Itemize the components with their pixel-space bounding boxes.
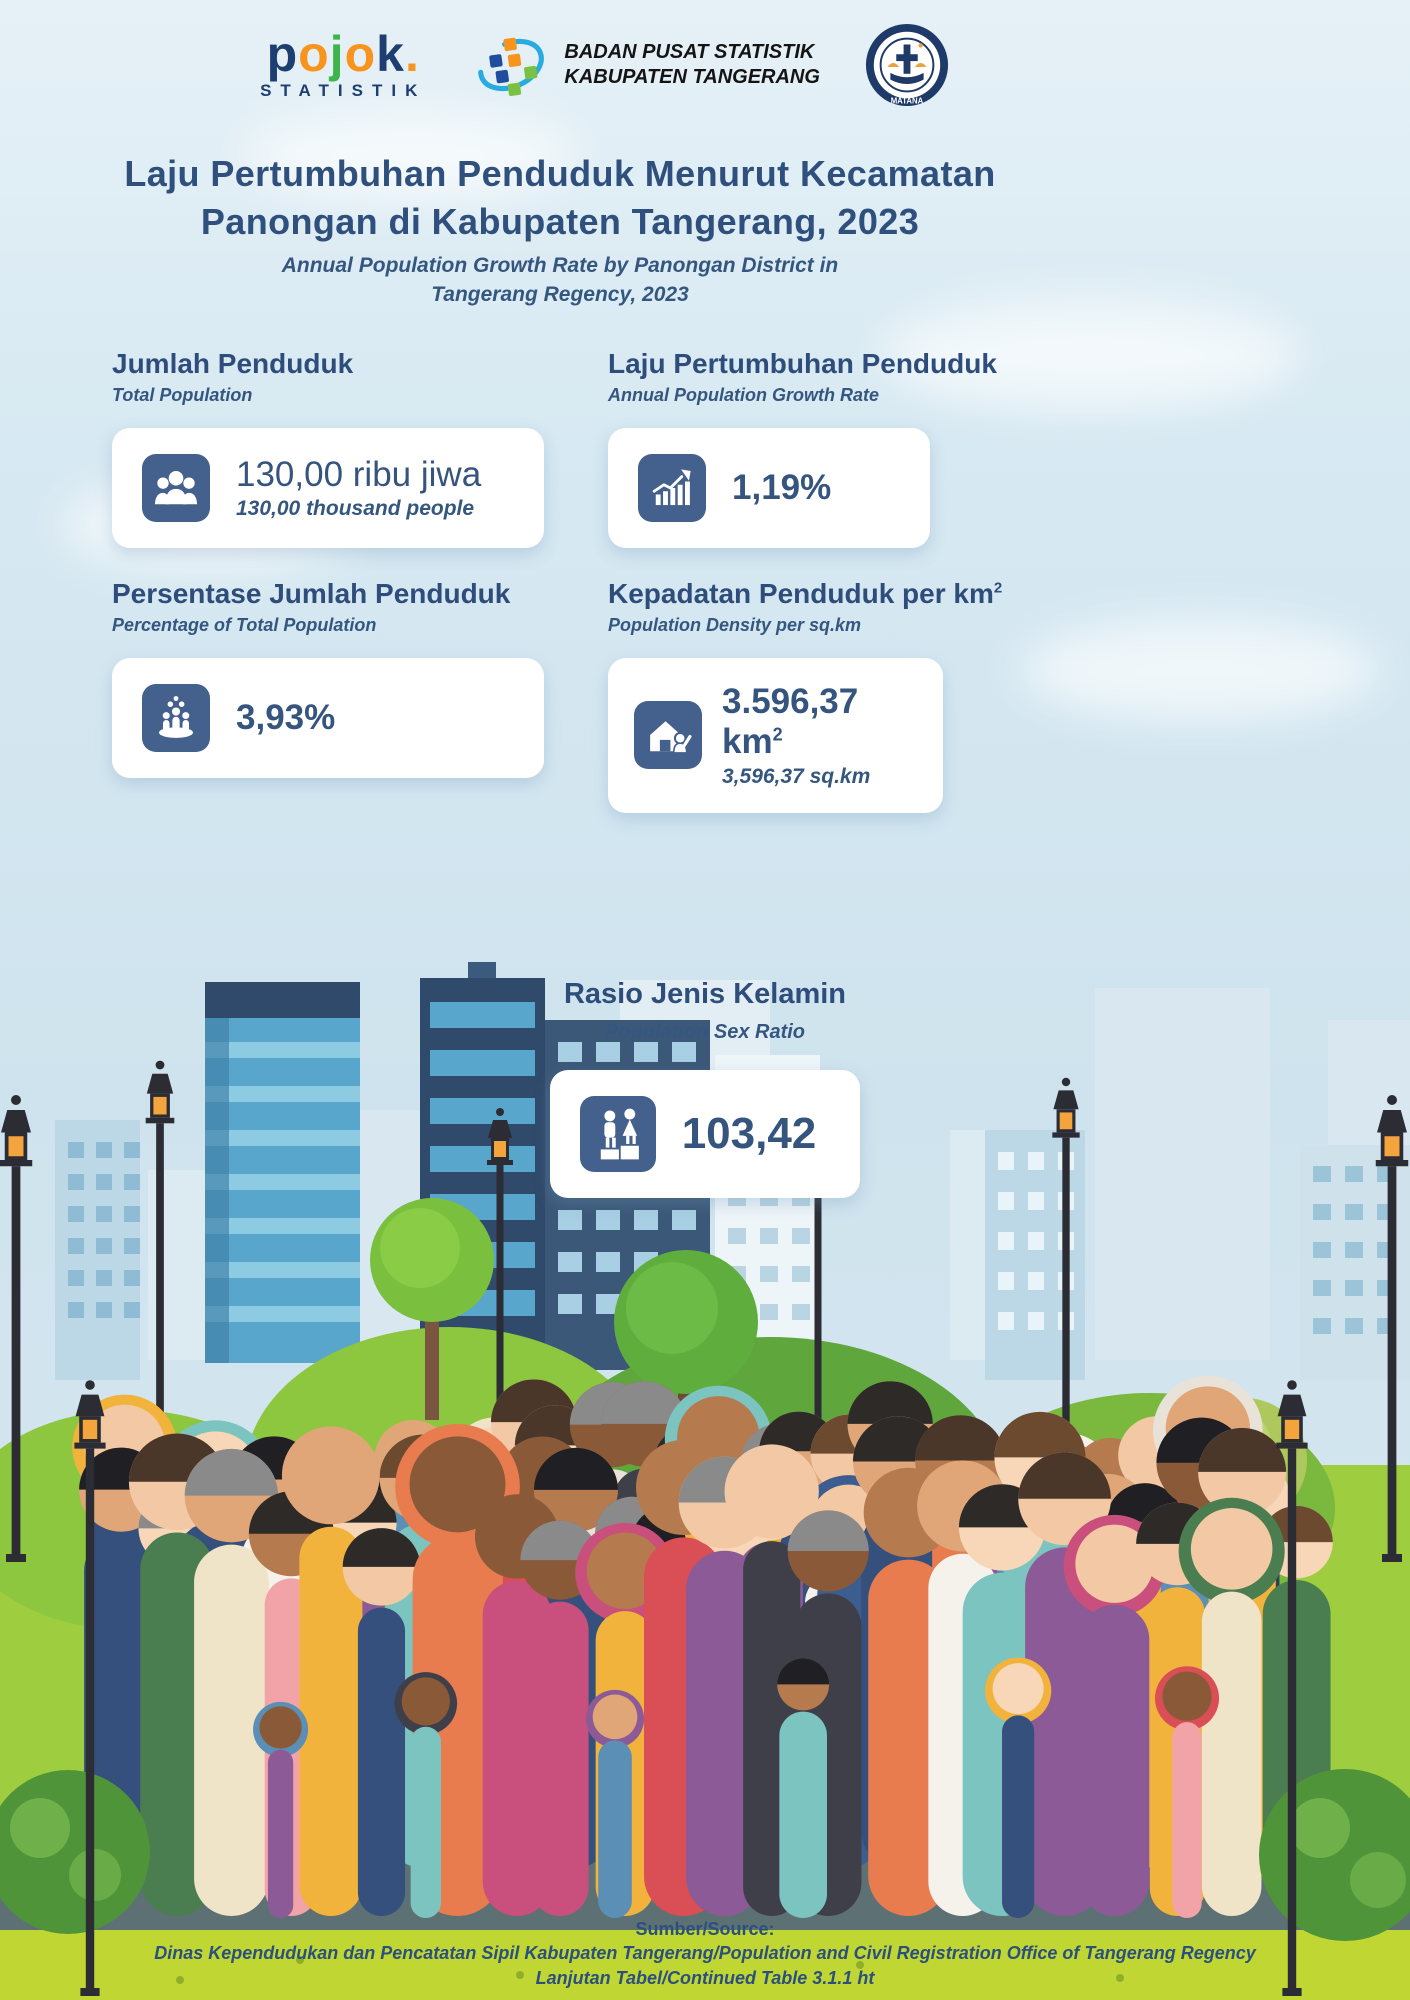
stat-percentage	[112, 578, 552, 778]
stat-subheading: Population Density per sq.km	[608, 615, 862, 635]
people-group-icon	[142, 454, 210, 522]
matana-label: MATANA	[890, 96, 924, 106]
stat-total-population	[112, 348, 552, 548]
pojok-statistik-logo	[260, 26, 427, 101]
population-share-icon	[142, 684, 210, 752]
stat-density	[608, 578, 1068, 813]
stat-value: 3,93%	[236, 697, 336, 737]
stat-subheading: Percentage of Total Population	[112, 615, 377, 635]
pojok-statistik-label: STATISTIK	[260, 81, 427, 100]
stat-heading: Kepadatan Penduduk per $km^2$	[608, 578, 1003, 609]
crowd-of-people	[72, 1376, 1333, 1918]
stat-subheading: Annual Population Growth Rate	[608, 385, 879, 405]
source-label: Sumber/Source:	[635, 1919, 775, 1940]
pojok-wordmark: pojok.	[266, 26, 420, 82]
page-title: Laju Pertumbuhan Penduduk Menurut Kecamatan Panongan di Kabupaten Tangerang, 2023	[124, 153, 996, 242]
stat-subvalue: 130,00 thousand people	[236, 497, 475, 521]
stat-subheading: Total Population	[112, 385, 253, 405]
stat-value: 1,19%	[732, 467, 832, 507]
bps-logo-icon	[470, 24, 552, 106]
stat-heading: Persentase Jumlah Penduduk	[112, 578, 511, 609]
stat-card	[112, 428, 544, 548]
stat-value: 103,42	[681, 1108, 817, 1158]
stat-heading: Rasio Jenis Kelamin	[563, 978, 847, 1010]
stat-heading: Jumlah Penduduk	[112, 348, 354, 379]
growth-chart-icon	[638, 454, 706, 522]
page-subtitle: Annual Population Growth Rate by Panongan District in Tangerang Regency, 2023	[281, 254, 839, 307]
stat-card	[550, 1070, 861, 1198]
stat-subvalue: 3,596,37 sq.km	[722, 764, 871, 788]
house-density-icon	[634, 701, 702, 769]
continued-table-text: Lanjutan Tabel/Continued Table 3.1.1 ht	[535, 1967, 875, 1988]
stat-heading: Laju Pertumbuhan Penduduk	[608, 348, 997, 379]
stat-card	[112, 658, 544, 778]
stat-subheading: Population Sex Ratio	[604, 1021, 806, 1043]
cloud-shape	[1020, 620, 1380, 720]
stat-value: 130,00 ribu jiwa	[236, 454, 482, 494]
stat-sex-ratio	[0, 978, 1410, 1198]
source-footer	[0, 1917, 1410, 1990]
source-text: Dinas Kependudukan dan Pencatatan Sipil Kabupaten Tangerang/Population and Civil Registration Office of Tangerang Regency	[154, 1943, 1256, 1964]
bps-name: BADAN PUSAT STATISTIK KABUPATEN TANGERANG	[564, 41, 820, 88]
header-logos	[0, 22, 1210, 108]
matana-university-seal	[864, 22, 950, 108]
stat-value: 3.596,37 $km^2$	[722, 682, 859, 762]
bps-logo-block	[470, 24, 820, 106]
stat-card	[608, 658, 943, 813]
stat-card	[608, 428, 930, 548]
male-female-icon	[580, 1096, 656, 1172]
stat-growth-rate	[608, 348, 1048, 548]
